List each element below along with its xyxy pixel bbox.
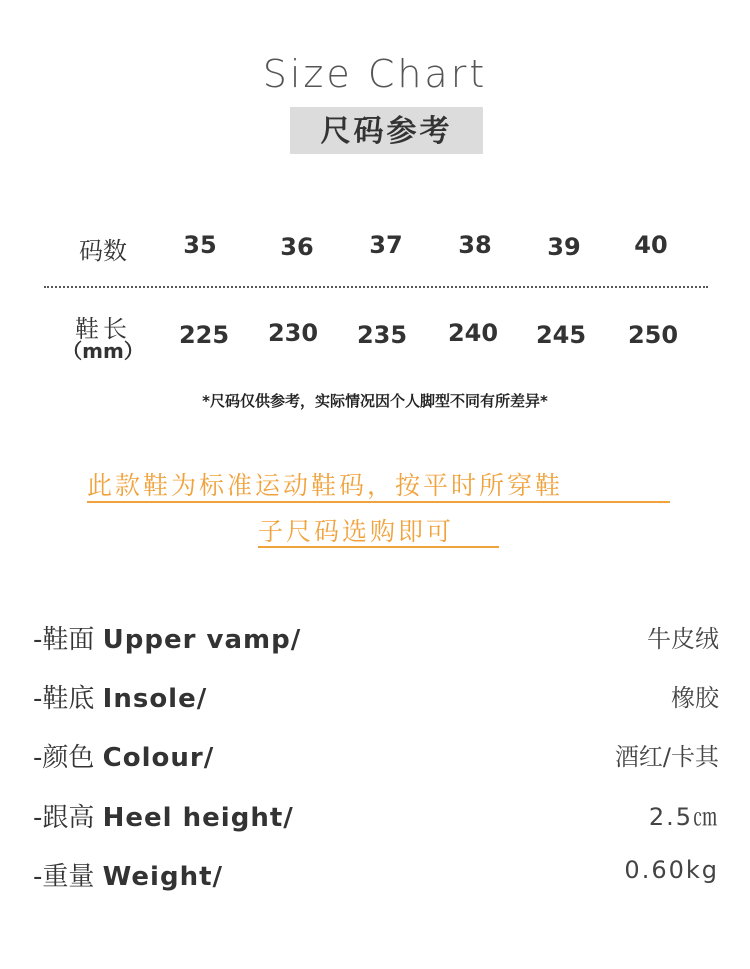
size-cell: 38 bbox=[458, 231, 492, 259]
spec-value: 2.5㎝ bbox=[648, 803, 719, 831]
table-divider bbox=[44, 286, 708, 288]
length-cell: 225 bbox=[178, 321, 230, 349]
spec-value: 牛皮绒 bbox=[647, 625, 719, 653]
spec-value: 酒红/卡其 bbox=[614, 743, 719, 771]
spec-label-en: Heel height/ bbox=[102, 803, 294, 833]
spec-label bbox=[33, 797, 294, 834]
spec-row-heel bbox=[33, 797, 719, 837]
size-cell: 36 bbox=[280, 233, 314, 261]
spec-label-en: Weight/ bbox=[102, 862, 223, 892]
spec-label-cn: -重量 bbox=[33, 862, 95, 892]
recommendation-underline-1 bbox=[87, 501, 670, 503]
spec-value: 0.60kg bbox=[624, 856, 719, 884]
spec-label-en: Upper vamp/ bbox=[102, 625, 302, 655]
spec-value: 橡胶 bbox=[671, 684, 719, 712]
size-row bbox=[0, 229, 750, 279]
size-cell: 37 bbox=[369, 231, 403, 259]
length-cell: 235 bbox=[356, 321, 408, 349]
length-cell: 240 bbox=[447, 319, 499, 347]
length-row bbox=[0, 309, 750, 363]
spec-row-upper bbox=[33, 619, 719, 659]
length-row-label: 鞋长 bbox=[75, 315, 131, 343]
page-subtitle: 尺码参考 bbox=[320, 114, 453, 149]
spec-label bbox=[33, 737, 214, 774]
length-cell: 245 bbox=[535, 321, 587, 349]
size-cell: 40 bbox=[634, 231, 668, 259]
page-title: Size Chart bbox=[262, 52, 488, 96]
spec-label-cn: -鞋面 bbox=[33, 625, 95, 655]
spec-row-insole bbox=[33, 678, 719, 718]
length-cell: 230 bbox=[267, 319, 319, 347]
spec-row-colour bbox=[33, 737, 719, 777]
recommendation-line-2: 子尺码选购即可 bbox=[258, 517, 455, 546]
spec-row-weight bbox=[33, 856, 719, 896]
size-cell: 35 bbox=[183, 231, 217, 259]
spec-label-en: Colour/ bbox=[102, 743, 215, 773]
spec-label-cn: -鞋底 bbox=[33, 684, 95, 714]
length-cell: 250 bbox=[627, 321, 679, 349]
spec-label-cn: -跟高 bbox=[33, 803, 95, 833]
length-row-unit: （mm） bbox=[62, 339, 144, 363]
spec-label-en: Insole/ bbox=[102, 684, 208, 714]
spec-label bbox=[33, 856, 223, 893]
size-row-label: 码数 bbox=[79, 237, 127, 265]
recommendation-underline-2 bbox=[258, 546, 499, 548]
spec-label bbox=[33, 619, 301, 656]
size-note: *尺码仅供参考，实际情况因个人脚型不同有所差异* bbox=[202, 392, 548, 410]
spec-label bbox=[33, 678, 207, 715]
size-cell: 39 bbox=[547, 233, 581, 261]
recommendation-line-1: 此款鞋为标准运动鞋码，按平时所穿鞋 bbox=[87, 471, 564, 500]
spec-label-cn: -颜色 bbox=[33, 743, 95, 773]
